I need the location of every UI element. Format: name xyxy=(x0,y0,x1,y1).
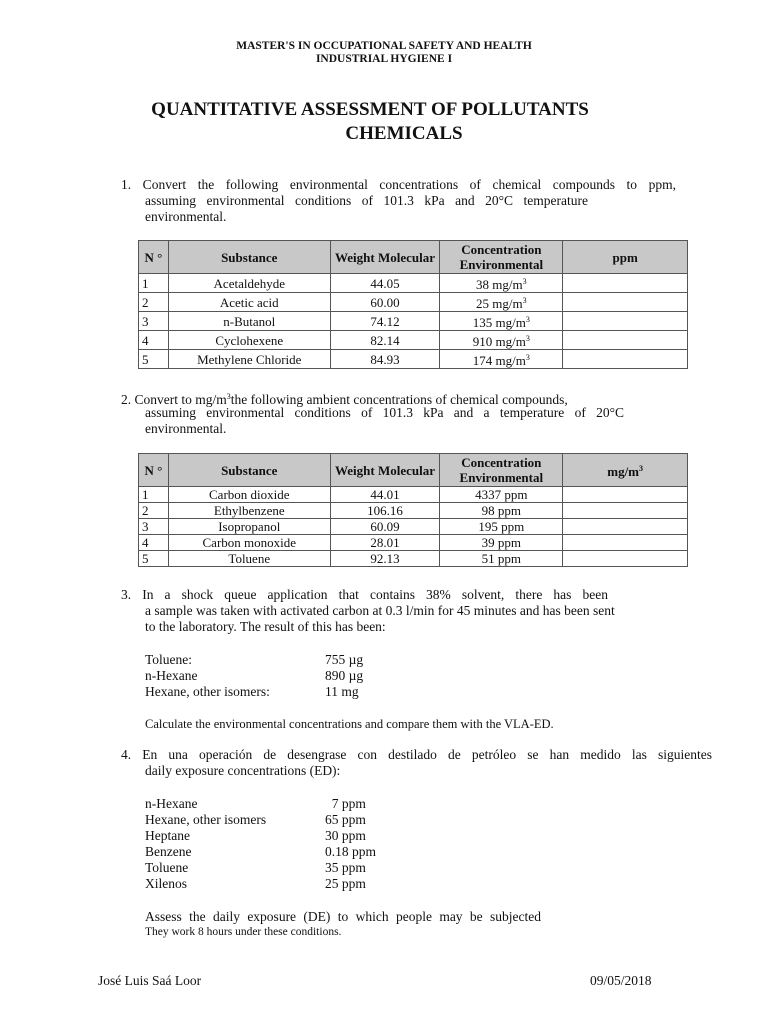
weight-cell: 60.09 xyxy=(330,519,440,535)
concentration-cell: 25 $mg/m^3$ xyxy=(440,293,563,312)
column-header-n: N ° xyxy=(139,454,169,487)
q4-item-value: 7 ppm xyxy=(325,796,366,811)
row-number: 3 xyxy=(139,312,169,331)
row-number: 5 xyxy=(139,551,169,567)
q4-note-2: They work 8 hours under these conditions. xyxy=(145,926,342,938)
table-row xyxy=(139,503,688,519)
result-cell xyxy=(563,551,688,567)
q4-item-name: Benzene xyxy=(145,844,192,859)
q4-line-1: 4. En una operación de desengrase con destilado de petróleo se han medido las siguientes xyxy=(121,747,712,762)
concentration-cell: 195 ppm xyxy=(440,519,563,535)
table-row xyxy=(139,293,688,312)
result-cell xyxy=(563,331,688,350)
row-number: 3 xyxy=(139,519,169,535)
footer-date: 09/05/2018 xyxy=(590,973,652,988)
substance-cell: Carbon dioxide xyxy=(168,487,330,503)
q4-note-1: Assess the daily exposure (DE) to which people may be subjected xyxy=(145,909,541,924)
substance-cell: Acetic acid xyxy=(168,293,330,312)
q2-table-header-row xyxy=(139,454,688,487)
weight-cell: 60.00 xyxy=(330,293,440,312)
q4-item-name: Xilenos xyxy=(145,876,187,891)
substance-cell: Toluene xyxy=(168,551,330,567)
q3-line-2: a sample was taken with activated carbon at 0.3 l/min for 45 minutes and has been sent xyxy=(145,603,615,618)
concentration-cell: 135 $mg/m^3$ xyxy=(440,312,563,331)
q3-line-1: 3. In a shock queue application that contains 38% solvent, there has been xyxy=(121,587,608,602)
q3-note: Calculate the environmental concentrations and compare them with the VLA-ED. xyxy=(145,717,554,731)
q4-item-value: 25 ppm xyxy=(325,876,366,891)
page-title-line-1: QUANTITATIVE ASSESSMENT OF POLLUTANTS xyxy=(151,99,589,120)
q3-item-value: 755 µg xyxy=(325,652,364,667)
result-cell xyxy=(563,274,688,293)
table-row xyxy=(139,487,688,503)
q4-item-name: n-Hexane xyxy=(145,796,198,811)
row-number: 2 xyxy=(139,293,169,312)
weight-cell: 28.01 xyxy=(330,535,440,551)
q3-item-value: 11 mg xyxy=(325,684,359,699)
table-row xyxy=(139,535,688,551)
weight-cell: 82.14 xyxy=(330,331,440,350)
table-row xyxy=(139,312,688,331)
q3-item-value: 890 µg xyxy=(325,668,364,683)
column-header-weight: Weight Molecular xyxy=(330,241,440,274)
q1-line-2: assuming environmental conditions of 101.3 kPa and 20°C temperature xyxy=(145,193,588,208)
q4-item-value: 0.18 ppm xyxy=(325,844,377,859)
q4-item-name: Heptane xyxy=(145,828,190,843)
substance-cell: Ethylbenzene xyxy=(168,503,330,519)
concentration-cell: 910 $mg/m^3$ xyxy=(440,331,563,350)
result-cell xyxy=(563,350,688,369)
column-header-substance: Substance xyxy=(168,454,330,487)
q1-table xyxy=(138,240,688,369)
column-header-mg-m3: $mg/m^3$ xyxy=(563,454,688,487)
concentration-cell: 51 ppm xyxy=(440,551,563,567)
result-cell xyxy=(563,535,688,551)
q4-item-value: 30 ppm xyxy=(325,828,366,843)
weight-cell: 84.93 xyxy=(330,350,440,369)
q1-table-header-row xyxy=(139,241,688,274)
substance-cell: n-Butanol xyxy=(168,312,330,331)
table-row xyxy=(139,331,688,350)
concentration-cell: 98 ppm xyxy=(440,503,563,519)
substance-cell: Cyclohexene xyxy=(168,331,330,350)
q3-item-name: Toluene: xyxy=(145,652,193,667)
result-cell xyxy=(563,487,688,503)
footer-author: José Luis Saá Loor xyxy=(98,973,202,988)
row-number: 1 xyxy=(139,274,169,293)
concentration-cell: 174 $mg/m^3$ xyxy=(440,350,563,369)
page-title-line-2: CHEMICALS xyxy=(345,123,463,144)
column-header-concentration: Concentration Environmental xyxy=(440,241,563,274)
header-line-2: INDUSTRIAL HYGIENE I xyxy=(315,53,453,65)
weight-cell: 44.01 xyxy=(330,487,440,503)
row-number: 5 xyxy=(139,350,169,369)
row-number: 1 xyxy=(139,487,169,503)
q4-item-value: 65 ppm xyxy=(325,812,366,827)
weight-cell: 44.05 xyxy=(330,274,440,293)
result-cell xyxy=(563,312,688,331)
concentration-cell: 4337 ppm xyxy=(440,487,563,503)
q4-item-name: Hexane, other isomers xyxy=(145,812,267,827)
table-row xyxy=(139,350,688,369)
row-number: 2 xyxy=(139,503,169,519)
q4-item-value: 35 ppm xyxy=(325,860,366,875)
q4-line-2: daily exposure concentrations (ED): xyxy=(145,763,341,778)
q4-item-name: Toluene xyxy=(145,860,189,875)
table-row xyxy=(139,551,688,567)
column-header-ppm: ppm xyxy=(563,241,688,274)
q2-table xyxy=(138,453,688,567)
substance-cell: Acetaldehyde xyxy=(168,274,330,293)
weight-cell: 106.16 xyxy=(330,503,440,519)
row-number: 4 xyxy=(139,535,169,551)
q2-line-3: environmental. xyxy=(145,421,227,436)
substance-cell: Methylene Chloride xyxy=(168,350,330,369)
header-line-1: MASTER'S IN OCCUPATIONAL SAFETY AND HEALTH xyxy=(236,40,532,52)
weight-cell: 92.13 xyxy=(330,551,440,567)
result-cell xyxy=(563,503,688,519)
q3-item-name: n-Hexane xyxy=(145,668,198,683)
row-number: 4 xyxy=(139,331,169,350)
q1-line-3: environmental. xyxy=(145,209,227,224)
concentration-cell: 39 ppm xyxy=(440,535,563,551)
q3-line-3: to the laboratory. The result of this has been: xyxy=(145,619,386,634)
substance-cell: Isopropanol xyxy=(168,519,330,535)
table-row xyxy=(139,519,688,535)
q2-line-1: 2. Convert to $mg/m^3the$ following ambient concentrations of chemical compounds, xyxy=(121,392,568,407)
q3-item-name: Hexane, other isomers: xyxy=(145,684,270,699)
concentration-cell: 38 $mg/m^3$ xyxy=(440,274,563,293)
column-header-substance: Substance xyxy=(168,241,330,274)
substance-cell: Carbon monoxide xyxy=(168,535,330,551)
column-header-n: N ° xyxy=(139,241,169,274)
table-row xyxy=(139,274,688,293)
column-header-weight: Weight Molecular xyxy=(330,454,440,487)
q1-line-1: 1. Convert the following environmental concentrations of chemical compounds to ppm, xyxy=(121,177,676,192)
result-cell xyxy=(563,519,688,535)
column-header-concentration: Concentration Environmental xyxy=(440,454,563,487)
q2-line-2: assuming environmental conditions of 101.3 kPa and a temperature of 20°C xyxy=(145,405,624,420)
weight-cell: 74.12 xyxy=(330,312,440,331)
result-cell xyxy=(563,293,688,312)
